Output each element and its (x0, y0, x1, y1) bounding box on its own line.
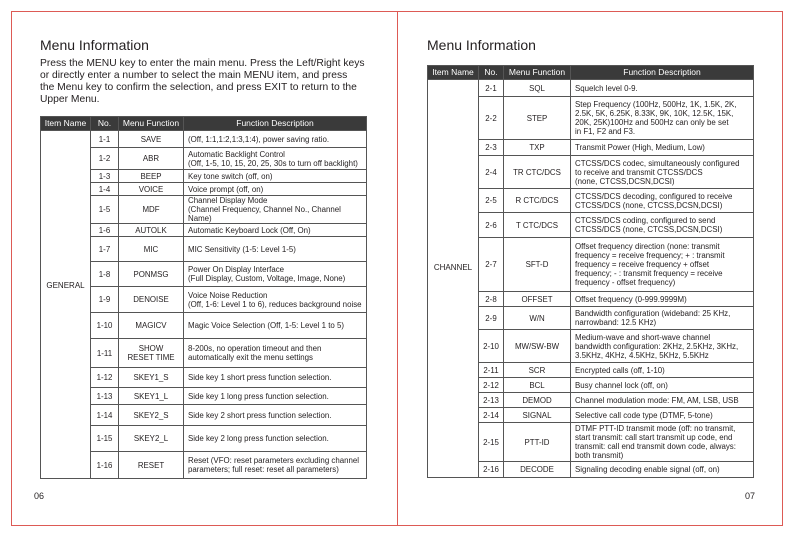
menu-number: 1-16 (91, 452, 119, 479)
function-description: CTCSS/DCS codec, simultaneously configured to receive and transmit CTCSS/DCS (none, CTCSS,DCSN,DCSI) (571, 156, 754, 189)
function-description: Side key 1 short press function selection. (184, 368, 367, 388)
page-number: 06 (34, 491, 45, 501)
channel-menu-table (427, 65, 754, 478)
menu-function: R CTC/DCS (504, 189, 571, 213)
menu-number: 1-12 (91, 368, 119, 388)
menu-function: T CTC/DCS (504, 213, 571, 238)
function-description: Busy channel lock (off, on) (571, 378, 754, 393)
menu-number: 1-5 (91, 196, 119, 224)
menu-number: 1-14 (91, 405, 119, 426)
header-item-name: Item Name (41, 117, 91, 131)
header-menu-function: Menu Function (119, 117, 184, 131)
function-description: CTCSS/DCS decoding, configured to receive CTCSS/DCS (none, CTCSS,DCSN,DCSI) (571, 189, 754, 213)
function-description: Automatic Keyboard Lock (Off, On) (184, 224, 367, 237)
menu-function: PTT-ID (504, 423, 571, 462)
menu-function: SCR (504, 363, 571, 378)
function-description: Automatic Backlight Control (Off, 1-5, 10, 15, 20, 25, 30s to turn off backlight) (184, 148, 367, 170)
menu-function: TR CTC/DCS (504, 156, 571, 189)
menu-function: MW/SW-BW (504, 330, 571, 363)
function-description: Side key 2 long press function selection. (184, 426, 367, 452)
function-description: Side key 1 long press function selection. (184, 388, 367, 405)
menu-number: 1-4 (91, 183, 119, 196)
table-header-row (41, 117, 367, 131)
menu-function: PONMSG (119, 262, 184, 287)
function-description: Squelch level 0-9. (571, 80, 754, 97)
function-description: Side key 2 short press function selection. (184, 405, 367, 426)
function-description: DTMF PTT-ID transmit mode (off: no transmit, start transmit: call start transmit up code, end transmit: call end transmit down code, always: both transmit) (571, 423, 754, 462)
menu-number: 2-9 (479, 307, 504, 330)
menu-function: SKEY2_L (119, 426, 184, 452)
menu-function: SKEY1_L (119, 388, 184, 405)
menu-function: AUTOLK (119, 224, 184, 237)
function-description: 8-200s, no operation timeout and then automatically exit the menu settings (184, 339, 367, 368)
menu-number: 2-7 (479, 238, 504, 292)
intro-paragraph: Press the MENU key to enter the main menu. Press the Left/Right keys or directly enter a number to select the main MENU item, and press the Menu key to confirm the selection, and press EXIT to return to the Upper Menu. (40, 58, 365, 105)
menu-number: 1-10 (91, 313, 119, 339)
general-menu-table (40, 116, 367, 479)
menu-number: 1-7 (91, 237, 119, 262)
table-header-row (428, 66, 754, 80)
function-description: Offset frequency (0-999.9999M) (571, 292, 754, 307)
menu-function: BCL (504, 378, 571, 393)
menu-number: 2-4 (479, 156, 504, 189)
item-name-cell: CHANNEL (428, 80, 479, 478)
menu-number: 1-1 (91, 131, 119, 148)
menu-number: 2-2 (479, 97, 504, 140)
menu-number: 1-15 (91, 426, 119, 452)
menu-number: 1-8 (91, 262, 119, 287)
page-title: Menu Information (427, 37, 536, 53)
menu-function: SHOW RESET TIME (119, 339, 184, 368)
menu-function: ABR (119, 148, 184, 170)
page-title: Menu Information (40, 37, 149, 53)
menu-number: 2-16 (479, 462, 504, 478)
menu-number: 1-3 (91, 170, 119, 183)
header-function-description: Function Description (571, 66, 754, 80)
menu-function: MAGICV (119, 313, 184, 339)
function-description: Voice prompt (off, on) (184, 183, 367, 196)
function-description: Transmit Power (High, Medium, Low) (571, 140, 754, 156)
menu-function: BEEP (119, 170, 184, 183)
menu-number: 2-5 (479, 189, 504, 213)
menu-function: SKEY2_S (119, 405, 184, 426)
menu-function: STEP (504, 97, 571, 140)
function-description: Channel Display Mode (Channel Frequency, Channel No., Channel Name) (184, 196, 367, 224)
function-description: Reset (VFO: reset parameters excluding channel parameters; full reset: reset all parameters) (184, 452, 367, 479)
function-description: CTCSS/DCS coding, configured to send CTCSS/DCS (none, CTCSS,DCSN,DCSI) (571, 213, 754, 238)
function-description: Selective call code type (DTMF, 5-tone) (571, 408, 754, 423)
right-page (398, 11, 783, 526)
header-number: No. (91, 117, 119, 131)
menu-function: MDF (119, 196, 184, 224)
function-description: Encrypted calls (off, 1-10) (571, 363, 754, 378)
table-row (428, 80, 754, 97)
page-number: 07 (745, 491, 756, 501)
menu-number: 2-15 (479, 423, 504, 462)
menu-function: SAVE (119, 131, 184, 148)
table-row (41, 131, 367, 148)
function-description: Channel modulation mode: FM, AM, LSB, USB (571, 393, 754, 408)
header-menu-function: Menu Function (504, 66, 571, 80)
menu-function: TXP (504, 140, 571, 156)
menu-function: MIC (119, 237, 184, 262)
function-description: Medium-wave and short-wave channel bandwidth configuration: 2KHz, 2.5KHz, 3KHz, 3.5KHz, 4KHz, 4.5KHz, 5KHz, 5.5KHz (571, 330, 754, 363)
function-description: Bandwidth configuration (wideband: 25 KHz, narrowband: 12.5 KHz) (571, 307, 754, 330)
menu-number: 2-3 (479, 140, 504, 156)
menu-function: VOICE (119, 183, 184, 196)
function-description: MIC Sensitivity (1-5: Level 1-5) (184, 237, 367, 262)
function-description: (Off, 1:1,1:2,1:3,1:4), power saving ratio. (184, 131, 367, 148)
function-description: Step Frequency (100Hz, 500Hz, 1K, 1.5K, 2K, 2.5K, 5K, 6.25K, 8.33K, 9K, 10K, 12.5K, 15K, 20K, 25K)100Hz and 500Hz can only be set in F1, F2 and F3. (571, 97, 754, 140)
menu-number: 1-11 (91, 339, 119, 368)
function-description: Key tone switch (off, on) (184, 170, 367, 183)
function-description: Signaling decoding enable signal (off, on) (571, 462, 754, 478)
header-item-name: Item Name (428, 66, 479, 80)
menu-function: DEMOD (504, 393, 571, 408)
menu-number: 2-13 (479, 393, 504, 408)
menu-number: 2-12 (479, 378, 504, 393)
menu-function: SFT-D (504, 238, 571, 292)
menu-number: 2-8 (479, 292, 504, 307)
function-description: Offset frequency direction (none: transmit frequency = receive frequency; + : transmit frequency = receive frequency + offset frequency; - : transmit frequency = receive frequency - offset frequency) (571, 238, 754, 292)
menu-number: 1-6 (91, 224, 119, 237)
menu-function: DECODE (504, 462, 571, 478)
menu-number: 1-13 (91, 388, 119, 405)
function-description: Power On Display Interface (Full Display, Custom, Voltage, Image, None) (184, 262, 367, 287)
menu-number: 2-1 (479, 80, 504, 97)
menu-function: SIGNAL (504, 408, 571, 423)
menu-number: 1-9 (91, 287, 119, 313)
menu-number: 2-11 (479, 363, 504, 378)
menu-function: RESET (119, 452, 184, 479)
menu-number: 2-10 (479, 330, 504, 363)
menu-function: DENOISE (119, 287, 184, 313)
menu-function: SKEY1_S (119, 368, 184, 388)
left-page (11, 11, 398, 526)
menu-number: 2-6 (479, 213, 504, 238)
menu-function: OFFSET (504, 292, 571, 307)
header-number: No. (479, 66, 504, 80)
menu-number: 2-14 (479, 408, 504, 423)
item-name-cell: GENERAL (41, 131, 91, 479)
menu-function: W/N (504, 307, 571, 330)
menu-number: 1-2 (91, 148, 119, 170)
menu-function: SQL (504, 80, 571, 97)
function-description: Magic Voice Selection (Off, 1-5: Level 1 to 5) (184, 313, 367, 339)
function-description: Voice Noise Reduction (Off, 1-6: Level 1 to 6), reduces background noise (184, 287, 367, 313)
header-function-description: Function Description (184, 117, 367, 131)
